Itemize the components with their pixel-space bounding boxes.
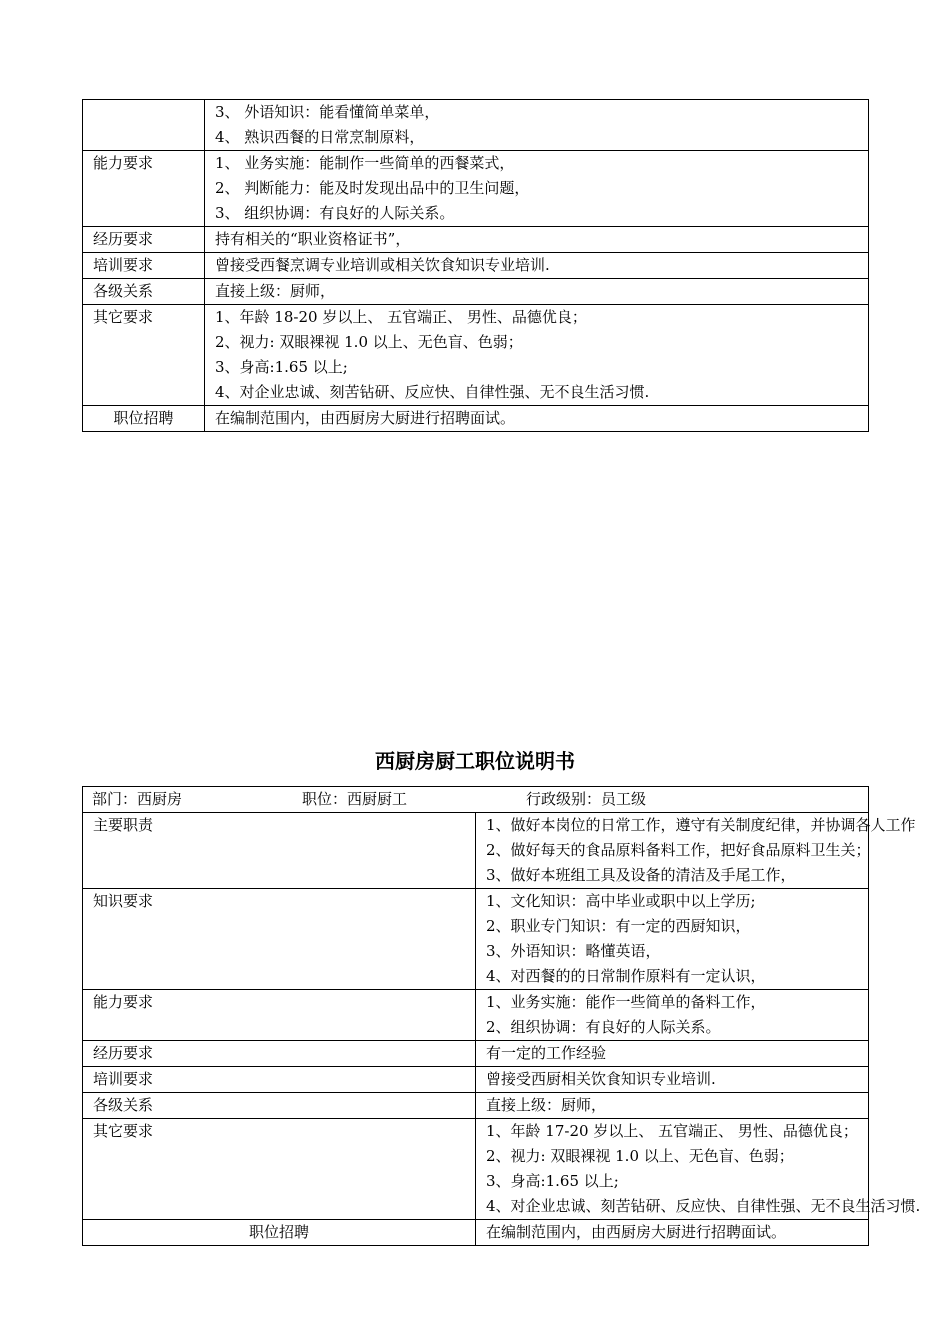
row-content	[205, 151, 869, 227]
row-content	[476, 990, 869, 1041]
content-line: 2、 判断能力：能及时发现出品中的卫生问题，	[215, 179, 530, 197]
row-label: 其它要求	[83, 1119, 476, 1220]
content-line: 3、 外语知识：能看懂简单菜单，	[215, 103, 440, 121]
row-label: 职位招聘	[83, 1220, 476, 1246]
row-label: 各级关系	[83, 1093, 476, 1119]
content-line: 3、外语知识：略懂英语，	[486, 942, 661, 960]
content-line: 有一定的工作经验	[486, 1044, 607, 1062]
row-label: 其它要求	[83, 305, 205, 406]
content-line: 1、年龄 17-20 岁以上、 五官端正、 男性、品德优良；	[486, 1122, 858, 1140]
content-line: 2、职业专门知识：有一定的西厨知识，	[486, 917, 751, 935]
row-content	[476, 1119, 921, 1220]
content-line: 3、做好本班组工具及设备的清洁及手尾工作，	[486, 866, 796, 884]
level-field: 行政级别：员工级	[526, 790, 647, 808]
row-label: 经历要求	[83, 1041, 476, 1067]
table-row	[83, 1220, 869, 1246]
row-label: 经历要求	[83, 227, 205, 253]
content-line: 4、 熟识西餐的日常烹制原料，	[215, 128, 425, 146]
job-spec-table	[82, 786, 921, 1246]
content-line: 4、对企业忠诚、刻苦钻研、反应快、自律性强、无不良生活习惯.	[215, 383, 650, 401]
table-row	[83, 227, 869, 253]
content-line: 2、视力: 双眼裸视 1.0 以上、无色盲、色弱；	[486, 1147, 794, 1165]
row-label: 主要职责	[83, 813, 476, 889]
content-line: 曾接受西厨相关饮食知识专业培训.	[486, 1070, 716, 1088]
row-content	[476, 1067, 869, 1093]
table-row	[83, 279, 869, 305]
content-line: 1、年龄 18-20 岁以上、 五官端正、 男性、品德优良；	[215, 308, 587, 326]
table-row	[83, 406, 869, 432]
row-label: 培训要求	[83, 253, 205, 279]
row-label: 培训要求	[83, 1067, 476, 1093]
row-content	[476, 1093, 869, 1119]
table-row	[83, 1119, 869, 1220]
content-line: 3、身高:1.65 以上;	[215, 358, 348, 376]
table-row	[83, 1041, 869, 1067]
table-row	[83, 990, 869, 1041]
content-line: 在编制范围内，由西厨房大厨进行招聘面试。	[486, 1223, 787, 1241]
content-line: 3、身高:1.65 以上;	[486, 1172, 619, 1190]
content-line: 曾接受西餐烹调专业培训或相关饮食知识专业培训.	[215, 256, 550, 274]
page-title: 西厨房厨工职位说明书	[375, 749, 575, 773]
row-content	[205, 253, 869, 279]
content-line: 4、对企业忠诚、刻苦钻研、反应快、自律性强、无不良生活习惯.	[486, 1197, 921, 1215]
table-row	[83, 151, 869, 227]
job-spec-table-continued	[82, 99, 869, 432]
row-content	[205, 279, 869, 305]
position-field: 职位：西厨厨工	[302, 790, 408, 808]
row-content	[205, 305, 869, 406]
table-row	[83, 1093, 869, 1119]
table-row	[83, 1067, 869, 1093]
content-line: 1、文化知识：高中毕业或职中以上学历;	[486, 892, 756, 910]
row-content	[476, 813, 916, 889]
content-line: 1、 业务实施：能制作一些简单的西餐菜式，	[215, 154, 515, 172]
content-line: 2、组织协调：有良好的人际关系。	[486, 1018, 721, 1036]
table-row	[83, 813, 869, 889]
content-line: 直接上级：厨师，	[486, 1096, 607, 1114]
content-line: 持有相关的“职业资格证书”，	[215, 230, 411, 248]
row-content	[205, 406, 869, 432]
table-row	[83, 889, 869, 990]
row-content	[476, 1220, 869, 1246]
row-content	[205, 100, 869, 151]
content-line: 在编制范围内，由西厨房大厨进行招聘面试。	[215, 409, 516, 427]
row-label: 能力要求	[83, 151, 205, 227]
row-content	[205, 227, 869, 253]
row-content	[476, 889, 869, 990]
row-label: 能力要求	[83, 990, 476, 1041]
content-line: 4、对西餐的的日常制作原料有一定认识，	[486, 967, 766, 985]
content-line: 直接上级：厨师，	[215, 282, 336, 300]
content-line: 1、做好本岗位的日常工作，遵守有关制度纪律，并协调各人工作	[486, 816, 916, 834]
header-cell	[83, 787, 869, 813]
content-line: 1、业务实施：能作一些简单的备料工作，	[486, 993, 766, 1011]
table-row	[83, 305, 869, 406]
row-label	[83, 100, 205, 151]
content-line: 3、 组织协调：有良好的人际关系。	[215, 204, 455, 222]
table-header-row	[83, 787, 869, 813]
table-row	[83, 100, 869, 151]
content-line: 2、做好每天的食品原料备料工作，把好食品原料卫生关；	[486, 841, 871, 859]
row-content	[476, 1041, 869, 1067]
row-label: 各级关系	[83, 279, 205, 305]
content-line: 2、视力: 双眼裸视 1.0 以上、无色盲、色弱；	[215, 333, 523, 351]
department-field: 部门：西厨房	[92, 790, 183, 808]
row-label: 职位招聘	[83, 406, 205, 432]
table-row	[83, 253, 869, 279]
row-label: 知识要求	[83, 889, 476, 990]
